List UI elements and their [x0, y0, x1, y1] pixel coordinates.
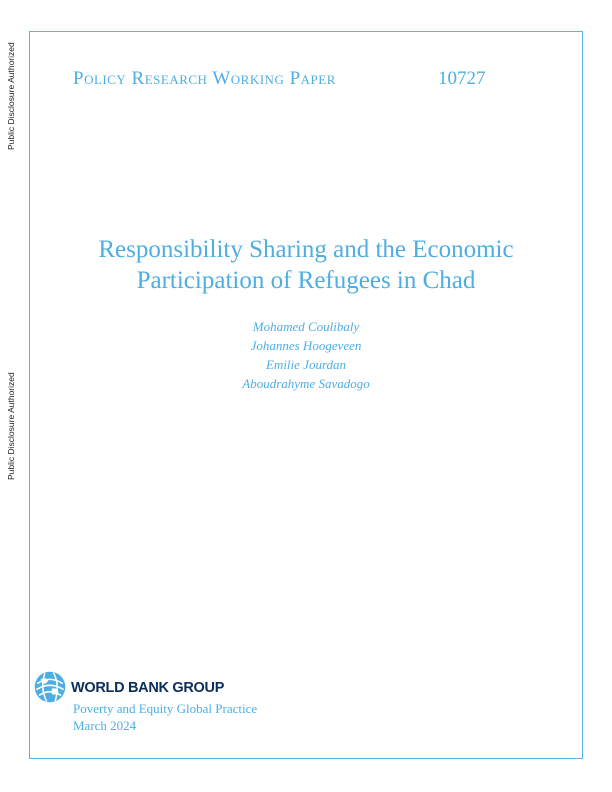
disclosure-label-top: Public Disclosure Authorized [6, 42, 16, 150]
disclosure-label-middle: Public Disclosure Authorized [6, 372, 16, 480]
paper-title: Responsibility Sharing and the Economic Participation of Refugees in Chad [98, 236, 514, 294]
author-name: Mohamed Coulibaly [252, 319, 360, 334]
author-name: Johannes Hoogeveen [250, 338, 362, 353]
series-name: Policy Research Working Paper [73, 68, 336, 89]
author-name: Emilie Jourdan [265, 357, 347, 372]
globe-icon [33, 670, 67, 704]
author-name: Aboudrahyme Savadogo [242, 376, 370, 391]
publisher-name: WORLD BANK GROUP [71, 680, 225, 696]
global-practice: Poverty and Equity Global Practice [73, 701, 258, 716]
paper-number: 10727 [438, 68, 486, 89]
author-list [160, 317, 452, 393]
cover-frame [29, 31, 583, 759]
publication-date: March 2024 [73, 718, 137, 733]
